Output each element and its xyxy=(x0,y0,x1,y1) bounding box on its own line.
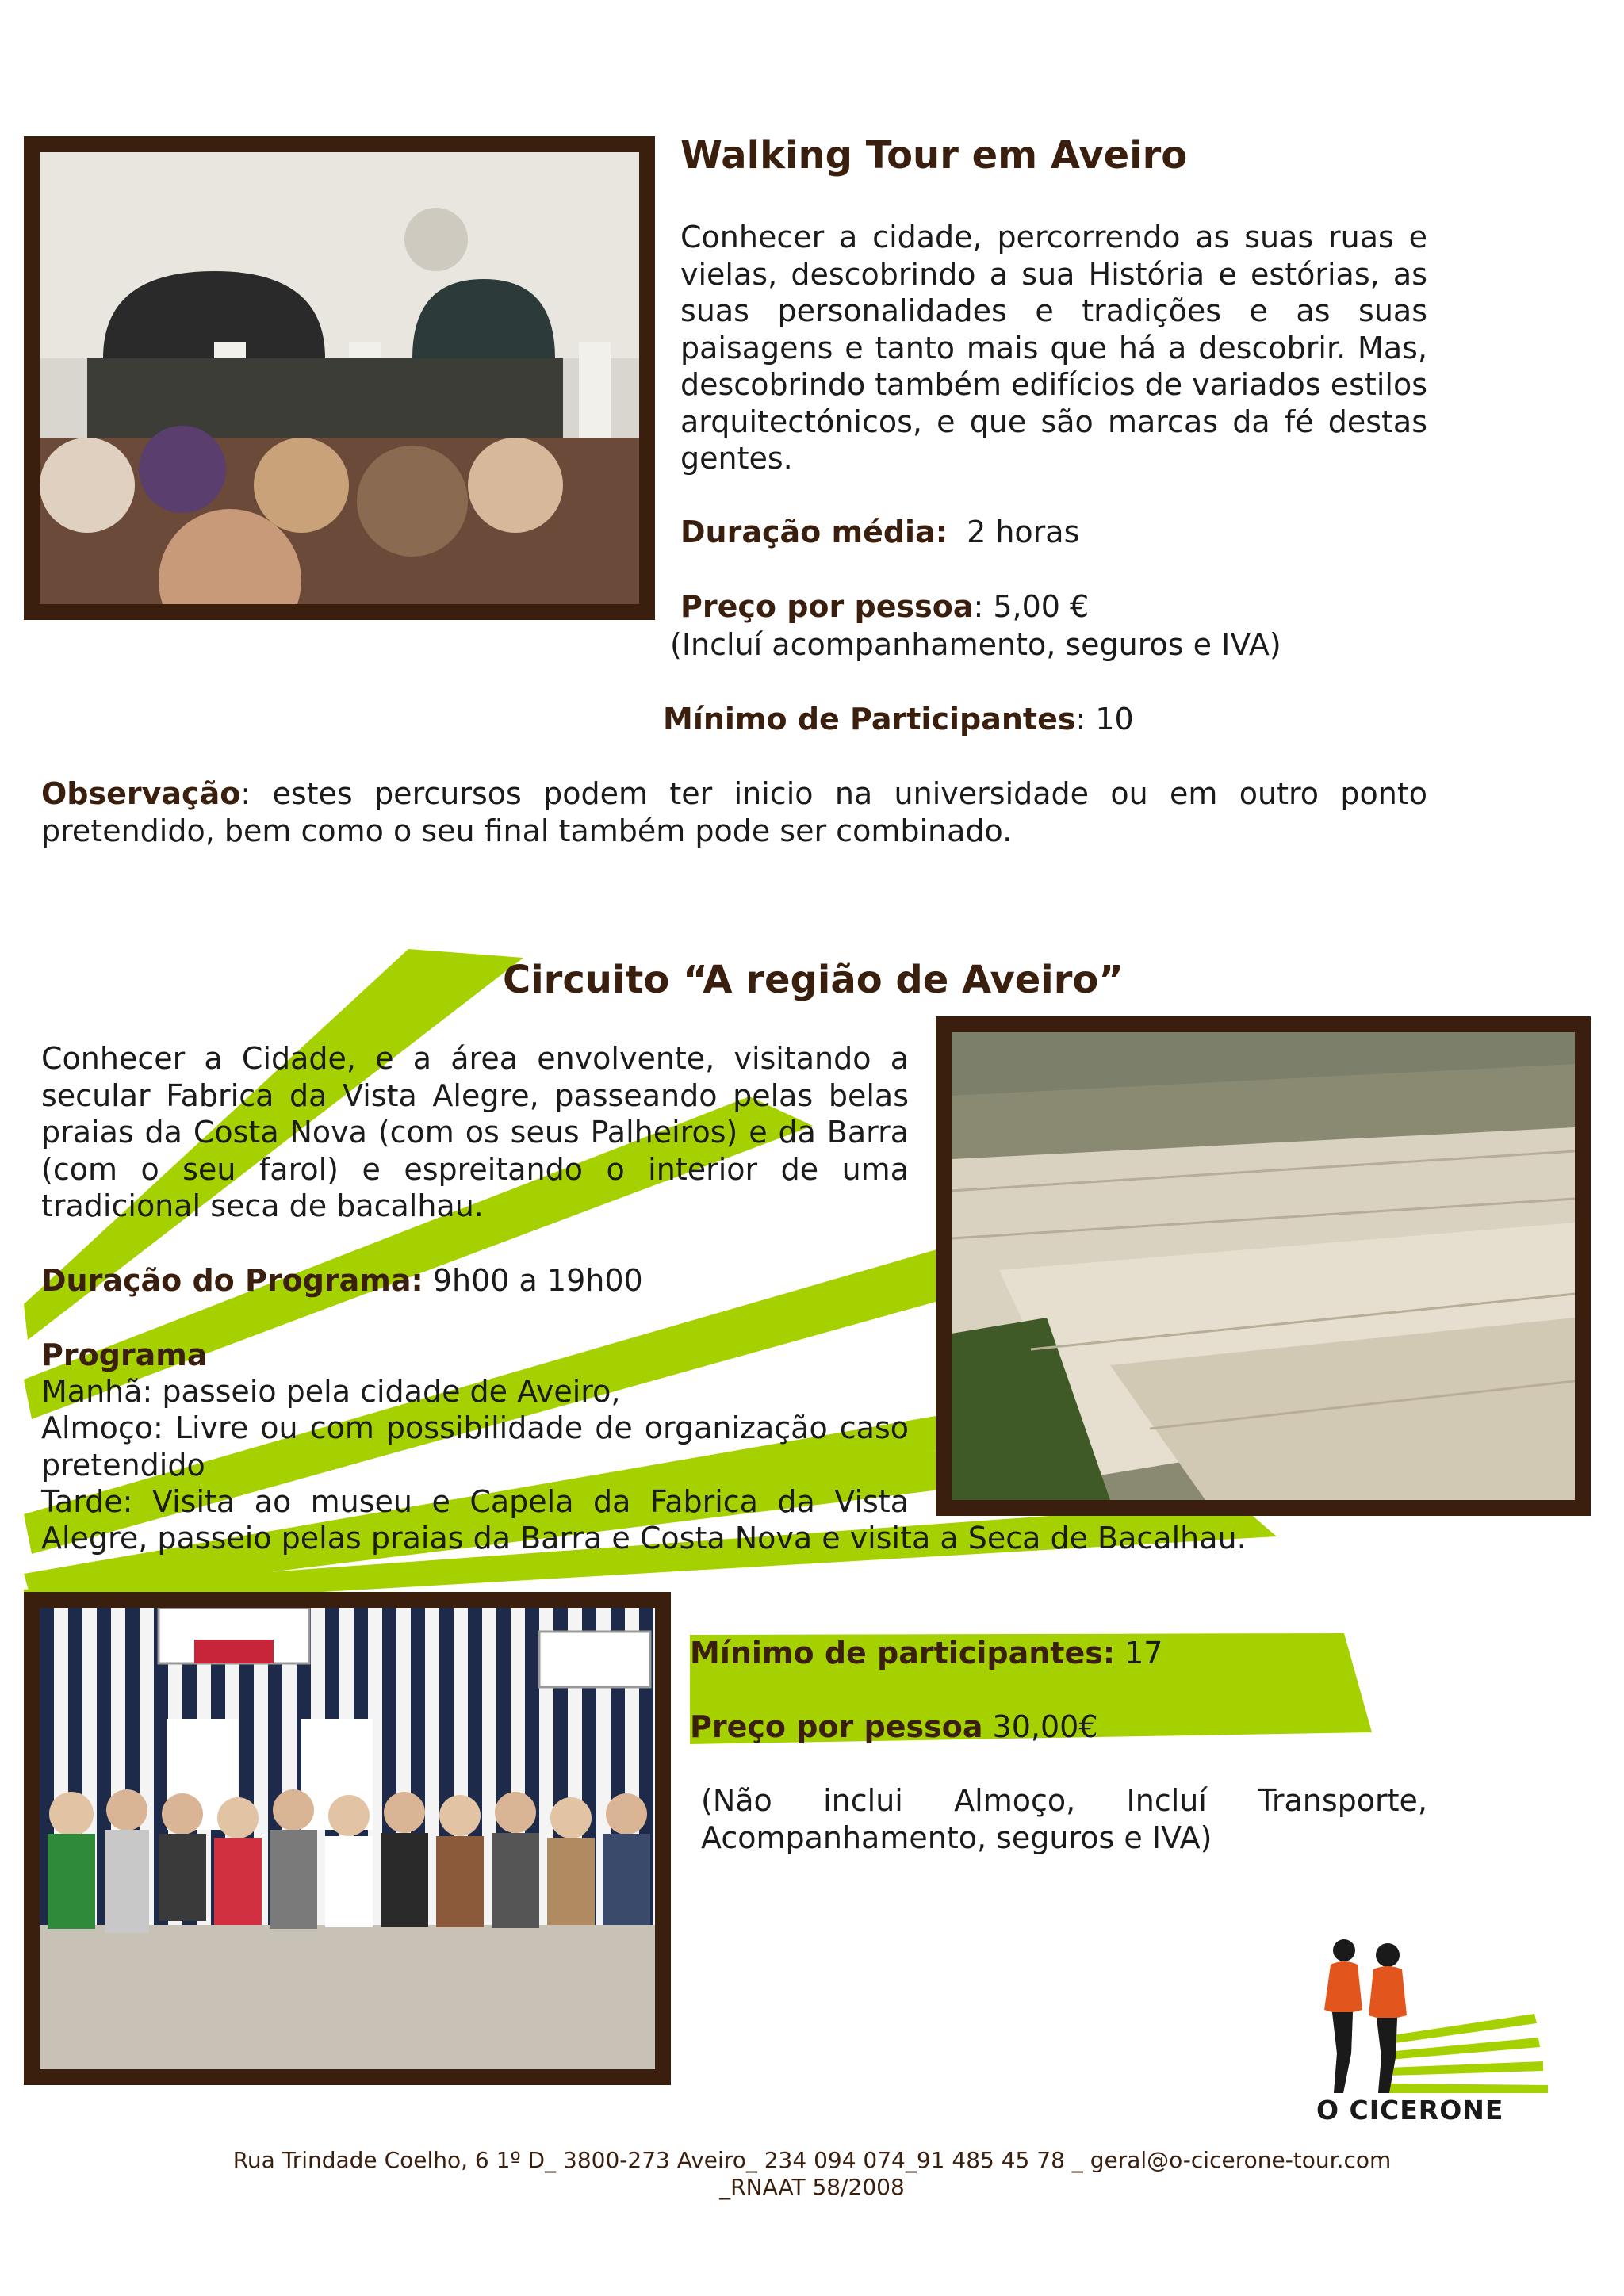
cicerone-logo xyxy=(1300,1934,1554,2125)
tour1-min-label: Mínimo de Participantes xyxy=(663,702,1076,737)
photo-walking-tour-group xyxy=(40,152,639,604)
tour1-minimum xyxy=(663,701,1134,737)
cicerone-logo-graphic xyxy=(1300,1934,1554,2093)
tour1-price-value: : 5,00 € xyxy=(973,589,1090,624)
tour2-program-lunch: Almoço: Livre ou com possibilidade de organização caso pretendido xyxy=(41,1410,909,1483)
tour2-title: Circuito “A região de Aveiro” xyxy=(503,958,1124,1002)
tour2-program-morning: Manhã: passeio pela cidade de Aveiro, xyxy=(41,1374,621,1409)
logo-name: O CICERONE xyxy=(1316,2095,1504,2126)
tour1-observation xyxy=(41,775,1427,849)
tour2-program-label: Programa xyxy=(41,1337,208,1372)
tour1-duration-value: 2 horas xyxy=(967,515,1080,549)
tour1-price-label: Preço por pessoa xyxy=(680,589,974,624)
footer-address: Rua Trindade Coelho, 6 1º D_ 3800-273 Aveiro_ 234 094 074_91 485 45 78 _ geral@o-cicerone-tour.com xyxy=(232,2147,1392,2173)
tour1-obs-label: Observação xyxy=(41,776,241,811)
tour2-description: Conhecer a Cidade, e a área envolvente, visitando a secular Fabrica da Vista Alegre, passeando pelas belas praias da Costa Nova (com os seus Palheiros) e da Barra (com o seu farol) e espreitando o interior de uma tradicional seca de bacalhau. xyxy=(41,1041,909,1223)
tour2-duration xyxy=(41,1262,643,1299)
tour2-price-note: (Não inclui Almoço, Incluí Transporte, Acompanhamento, seguros e IVA) xyxy=(701,1783,1427,1855)
tour2-program-afternoon-2: Alegre, passeio pelas praias da Barra e Costa Nova e visita a Seca de Bacalhau. xyxy=(41,1521,1247,1556)
tour1-min-value: : 10 xyxy=(1075,702,1134,737)
tour2-minimum xyxy=(690,1635,1162,1671)
footer-rnaat: _RNAAT 58/2008 xyxy=(719,2174,905,2200)
photo-costa-nova-group xyxy=(40,1608,655,2069)
tour2-price xyxy=(690,1709,1098,1745)
tour2-price-value: 30,00€ xyxy=(982,1709,1098,1744)
tour1-duration-label: Duração média: xyxy=(680,515,948,549)
tour2-duration-label: Duração do Programa: xyxy=(41,1263,423,1298)
tour2-price-label: Preço por pessoa xyxy=(690,1709,983,1744)
tour2-duration-value: 9h00 a 19h00 xyxy=(423,1263,643,1298)
tour1-title: Walking Tour em Aveiro xyxy=(680,133,1188,178)
tour2-min-label: Mínimo de participantes: xyxy=(690,1636,1116,1670)
tour1-description: Conhecer a cidade, percorrendo as suas ruas e vielas, descobrindo a sua História e estórias, as suas personalidades e tradições e as suas paisagens e tanto mais que há a descobrir. Mas, descobrindo também edifícios de variados estilos arquitectónicos, e que são marcas da fé destas gentes. xyxy=(680,220,1427,476)
tour2-program-afternoon-1: Tarde: Visita ao museu e Capela da Fabrica da Vista xyxy=(41,1484,909,1519)
tour2-min-value: 17 xyxy=(1115,1636,1163,1670)
tour1-obs-text: : estes percursos podem ter inicio na universidade ou em outro ponto pretendido, bem como o seu final também pode ser combinado. xyxy=(41,776,1427,848)
tour1-price-note: (Incluí acompanhamento, seguros e IVA) xyxy=(670,627,1281,662)
tour1-duration xyxy=(680,514,1079,550)
photo-bacalhau-drying xyxy=(952,1032,1575,1500)
tour1-price xyxy=(680,588,1089,625)
